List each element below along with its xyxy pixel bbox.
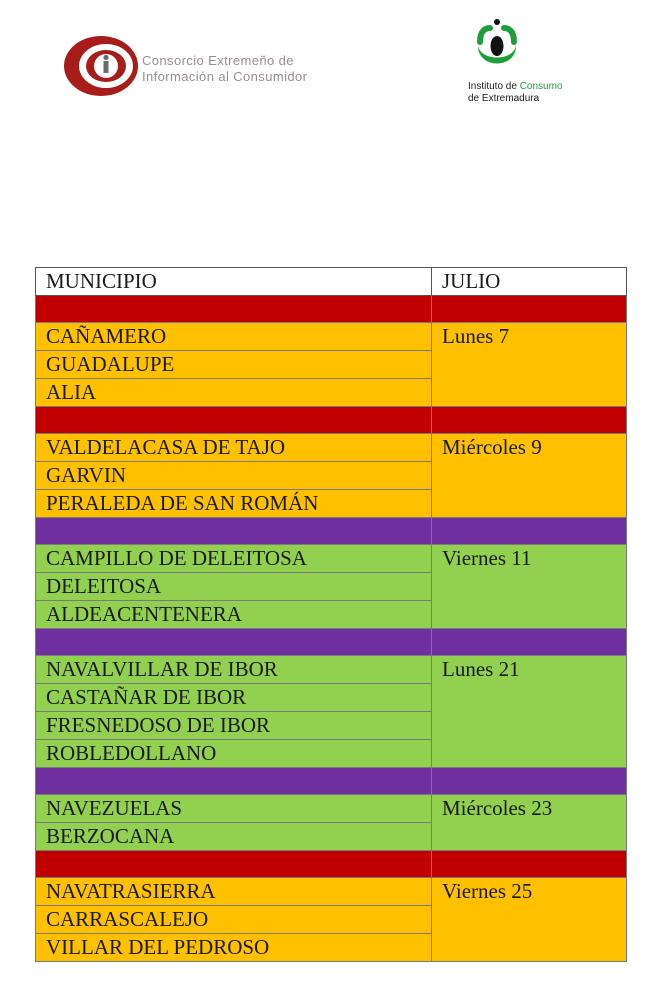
date-cell: Lunes 21 — [432, 656, 627, 768]
ceic-logo-line1: Consorcio Extremeño de — [142, 53, 294, 68]
separator-cell — [432, 518, 627, 545]
separator-cell — [432, 296, 627, 323]
separator-row — [36, 851, 627, 878]
municipio-cell: NAVEZUELAS — [36, 795, 432, 823]
incoex-logo-text-a: Instituto de — [468, 81, 520, 92]
incoex-logo — [466, 18, 596, 118]
separator-cell — [36, 518, 432, 545]
municipio-cell: GUADALUPE — [36, 351, 432, 379]
separator-row — [36, 629, 627, 656]
table-row — [36, 434, 627, 462]
header-month: JULIO — [432, 268, 627, 296]
municipio-cell: VALDELACASA DE TAJO — [36, 434, 432, 462]
ceic-logo-line2: Información al Consumidor — [142, 69, 308, 84]
separator-cell — [36, 851, 432, 878]
date-cell: Viernes 25 — [432, 878, 627, 962]
separator-row — [36, 768, 627, 795]
separator-cell — [36, 768, 432, 795]
table-header-row — [36, 268, 627, 296]
municipio-cell: GARVIN — [36, 462, 432, 490]
municipio-cell: DELEITOSA — [36, 573, 432, 601]
incoex-logo-text-b: Consumo — [519, 81, 563, 92]
municipio-cell: NAVATRASIERRA — [36, 878, 432, 906]
date-cell: Lunes 7 — [432, 323, 627, 407]
separator-cell — [36, 407, 432, 434]
municipio-cell: FRESNEDOSO DE IBOR — [36, 712, 432, 740]
header-municipio: MUNICIPIO — [36, 268, 432, 296]
table-row — [36, 656, 627, 684]
municipio-cell: PERALEDA DE SAN ROMÁN — [36, 490, 432, 518]
municipio-cell: CAMPILLO DE DELEITOSA — [36, 545, 432, 573]
separator-row — [36, 407, 627, 434]
municipio-cell: CAÑAMERO — [36, 323, 432, 351]
date-cell: Viernes 11 — [432, 545, 627, 629]
separator-cell — [432, 629, 627, 656]
date-cell: Miércoles 9 — [432, 434, 627, 518]
municipio-cell: ALIA — [36, 379, 432, 407]
separator-cell — [432, 768, 627, 795]
municipio-cell: CASTAÑAR DE IBOR — [36, 684, 432, 712]
schedule-table — [35, 267, 627, 962]
separator-row — [36, 296, 627, 323]
separator-cell — [432, 407, 627, 434]
incoex-emblem-icon — [470, 18, 530, 78]
table-row — [36, 795, 627, 823]
incoex-logo-line2: de Extremadura — [468, 93, 540, 104]
separator-row — [36, 518, 627, 545]
table-row — [36, 323, 627, 351]
separator-cell — [36, 629, 432, 656]
ceic-emblem-icon — [62, 34, 140, 98]
table-row — [36, 878, 627, 906]
date-cell: Miércoles 23 — [432, 795, 627, 851]
municipio-cell: VILLAR DEL PEDROSO — [36, 934, 432, 962]
separator-cell — [36, 296, 432, 323]
ceic-logo — [62, 34, 362, 98]
municipio-cell: NAVALVILLAR DE IBOR — [36, 656, 432, 684]
municipio-cell: CARRASCALEJO — [36, 906, 432, 934]
separator-cell — [432, 851, 627, 878]
table-row — [36, 545, 627, 573]
municipio-cell: ALDEACENTENERA — [36, 601, 432, 629]
municipio-cell: BERZOCANA — [36, 823, 432, 851]
municipio-cell: ROBLEDOLLANO — [36, 740, 432, 768]
